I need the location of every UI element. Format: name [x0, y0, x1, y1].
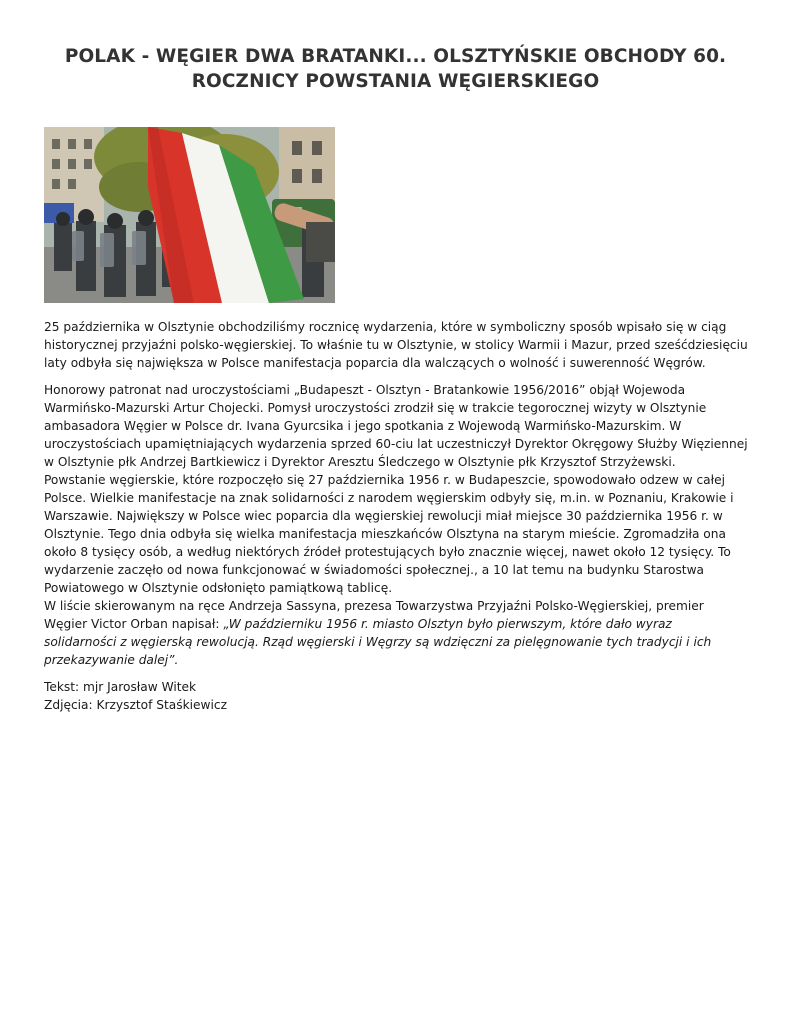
credit-photos: Zdjęcia: Krzysztof Staśkiewicz [44, 698, 227, 712]
photo-hungarian-flag-icon [44, 127, 335, 303]
letter-quote: „W październiku 1956 r. miasto Olsztyn było pierwszym, które dało wyraz solidarności z węgierską rewolucją. Rząd węgierski i Węgrzy są wdzięczni za pielęgnowanie tych tradycji i ich przekazywanie dalej”. [44, 617, 712, 667]
paragraph-patronage: Honorowy patronat nad uroczystościami „Budapeszt - Olsztyn - Bratankowie 1956/2016” objął Wojewoda Warmińsko-Mazurski Artur Chojecki. Pomysł uroczystości zrodził się w trakcie tegorocznej wizyty w Olsztynie ambasadora Węgier w Polsce dr. Ivana Gyurcsika i jego spotkania z Wojewodą Warmińsko-Mazurskim. W uroczystościach upamiętniających wydarzenia sprzed 60-ciu lat uczestniczył Dyrektor Okręgowy Służby Więziennej w Olsztynie płk Andrzej Bartkiewicz i Dyrektor Aresztu Śledczego w Olsztynie płk Krzysztof Strzyżewski. [44, 383, 748, 469]
article-photo [44, 127, 335, 303]
paragraph-letter [44, 597, 748, 669]
letter-intro: W liście skierowanym na ręce Andrzeja Sassyna, prezesa Towarzystwa Przyjaźni Polsko-Węgierskiej, premier Węgier Victor Orban napisał: [44, 599, 704, 631]
article-body [44, 318, 748, 714]
article-title: POLAK - WĘGIER DWA BRATANKI... OLSZTYŃSKIE OBCHODY 60. ROCZNICY POWSTANIA WĘGIERSKIEGO [64, 46, 727, 92]
paragraph-uprising: Powstanie węgierskie, które rozpoczęło się 27 października 1956 r. w Budapeszcie, spowodowało odzew w całej Polsce. Wielkie manifestacje na znak solidarności z narodem węgierskim odbyły się, m.in. w Poznaniu, Krakowie i Warszawie. Największy w Polsce wiec poparcia dla węgierskiej rewolucji miał miejsce 30 października 1956 r. w Olsztynie. Tego dnia odbyła się wielka manifestacja mieszkańców Olsztyna na starym mieście. Zgromadziła ona około 8 tysięcy osób, a według niektórych źródeł protestujących było znacznie więcej, nawet około 12 tysięcy. To wydarzenie zaczęło od nowa funkcjonować w świadomości społecznej., a 10 lat temu na budynku Starostwa Powiatowego w Olsztynie odsłonięto pamiątkową tablicę. [44, 473, 734, 595]
paragraph-intro: 25 października w Olsztynie obchodziliśmy rocznicę wydarzenia, które w symboliczny sposób wpisało się w ciąg historycznej przyjaźni polsko-węgierskiej. To właśnie tu w Olsztynie, w stolicy Warmii i Mazur, przed sześćdziesięciu laty odbyła się największa w Polsce manifestacja poparcia dla walczących o wolność i suwerenność Węgrów. [44, 320, 748, 370]
credit-text: Tekst: mjr Jarosław Witek [44, 680, 197, 694]
